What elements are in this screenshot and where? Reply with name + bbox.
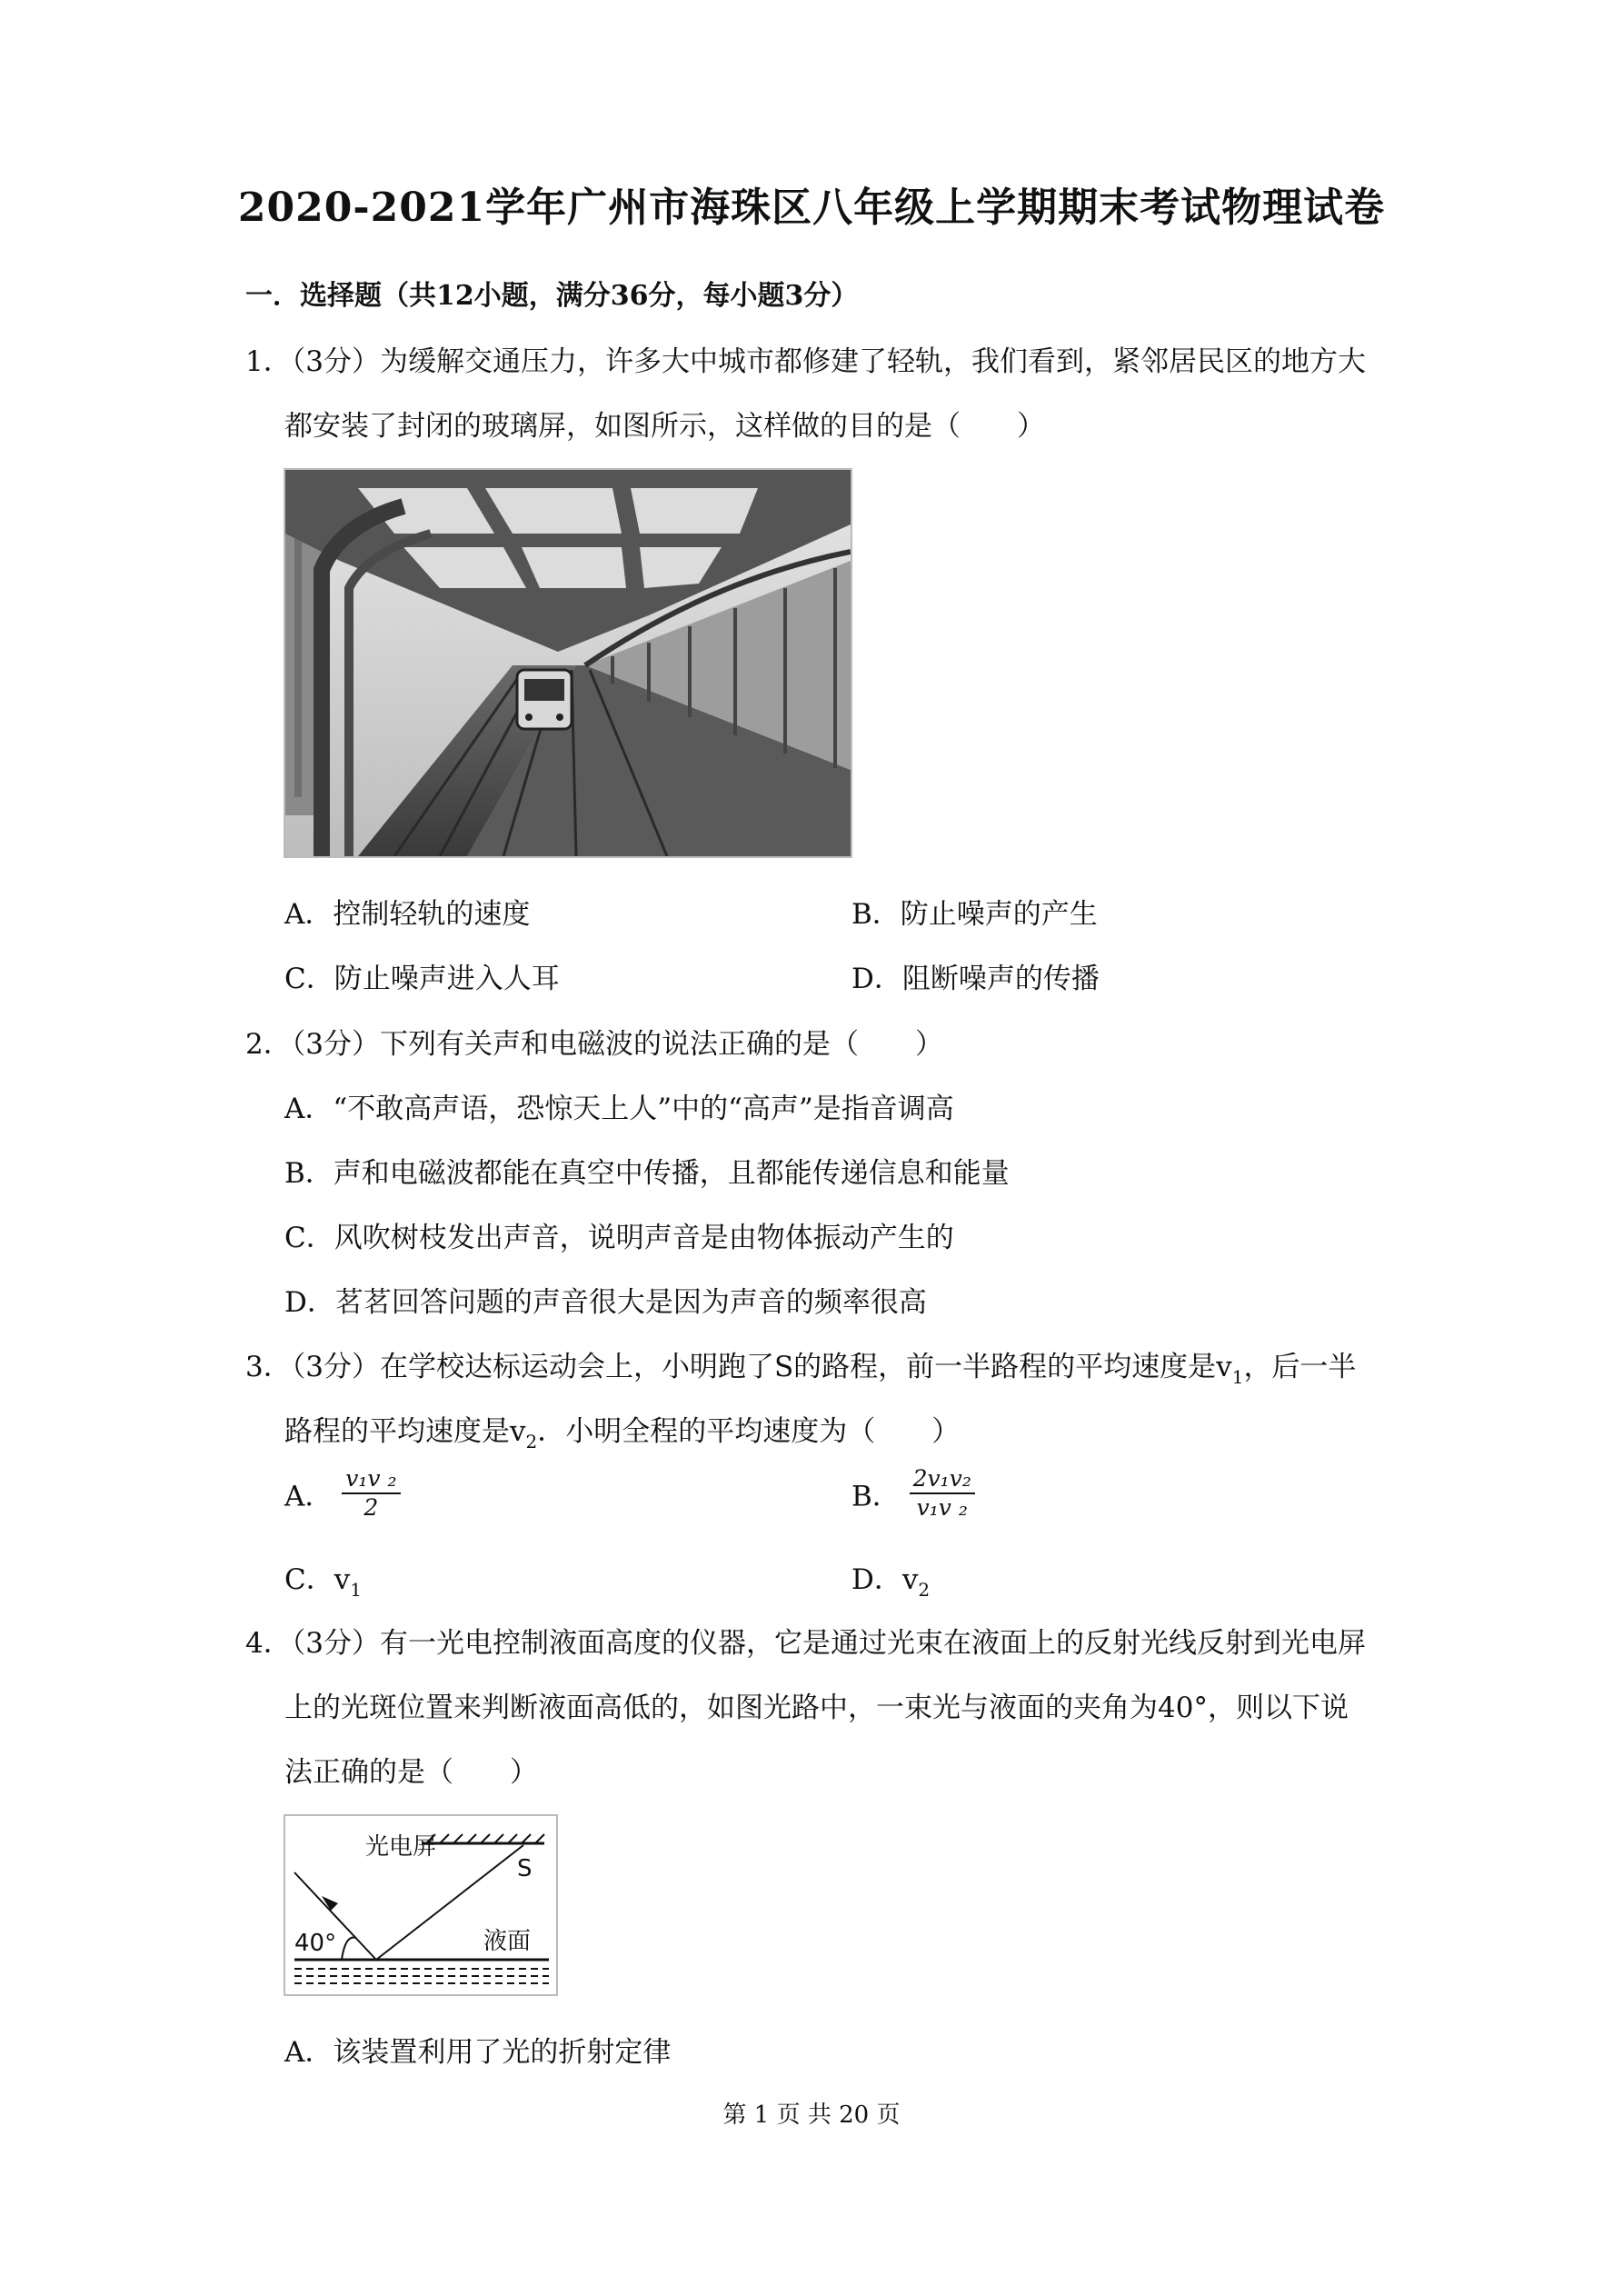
q3-option-a-fraction bbox=[342, 1465, 400, 1522]
q4-option-a: A．该装置利用了光的折射定律 bbox=[284, 2036, 672, 2069]
light-rail-tunnel-image bbox=[285, 470, 851, 856]
q3-stem-line2-tail: ．小明全程的平均速度为（ ） bbox=[537, 1415, 961, 1448]
q3-option-d-label: D． bbox=[851, 1563, 902, 1596]
q3-option-a-label: A． bbox=[284, 1480, 334, 1513]
q1-stem-line2: 都安装了封闭的玻璃屏，如图所示，这样做的目的是（ ） bbox=[284, 410, 1045, 443]
light-path-diagram bbox=[285, 1816, 556, 1994]
q3-option-a-numerator: v₁v ₂ bbox=[342, 1465, 400, 1494]
q3-stem-line2-text: 路程的平均速度是v bbox=[284, 1415, 526, 1448]
q3-option-c bbox=[284, 1556, 362, 1601]
q4-screen-label: 光电屏 bbox=[365, 1833, 437, 1861]
q1-option-b: B．防止噪声的产生 bbox=[851, 898, 1098, 931]
q4-spot-label: S bbox=[517, 1855, 533, 1882]
q3-option-d-sub: 2 bbox=[918, 1579, 931, 1601]
q3-option-c-label: C． bbox=[284, 1563, 334, 1596]
page-title: 2020-2021学年广州市海珠区八年级上学期期末考试物理试卷 bbox=[237, 185, 1386, 231]
section-heading: 一．选择题（共12小题，满分36分，每小题3分） bbox=[245, 280, 859, 312]
q3-option-c-sub: 1 bbox=[350, 1579, 362, 1601]
q3-option-b-label: B． bbox=[851, 1480, 901, 1513]
q4-stem-line2: 上的光斑位置来判断液面高低的，如图光路中，一束光与液面的夹角为40°，则以下说 bbox=[284, 1692, 1349, 1724]
q1-option-d: D．阻断噪声的传播 bbox=[851, 963, 1100, 995]
q3-option-b bbox=[851, 1465, 975, 1522]
q2-option-c: C．风吹树枝发出声音，说明声音是由物体振动产生的 bbox=[284, 1222, 954, 1254]
q3-stem-line2 bbox=[284, 1408, 960, 1452]
q3-stem-line1-tail: ，后一半 bbox=[1243, 1351, 1357, 1383]
q2-stem: 2．（3分）下列有关声和电磁波的说法正确的是（ ） bbox=[245, 1028, 943, 1061]
q1-option-a: A．控制轻轨的速度 bbox=[284, 898, 531, 931]
q3-sub1: 1 bbox=[1231, 1366, 1244, 1388]
q3-option-a-denominator: 2 bbox=[363, 1494, 379, 1521]
q3-option-a bbox=[284, 1465, 401, 1522]
q1-light-rail-photo bbox=[284, 468, 852, 858]
q1-option-c: C．防止噪声进入人耳 bbox=[284, 963, 560, 995]
q4-optical-diagram bbox=[284, 1814, 558, 1996]
q3-option-b-fraction bbox=[910, 1465, 975, 1522]
q3-stem-line1-text: 3．（3分）在学校达标运动会上，小明跑了S的路程，前一半路程的平均速度是v bbox=[245, 1351, 1232, 1383]
q3-sub2: 2 bbox=[525, 1431, 538, 1452]
q2-option-b: B．声和电磁波都能在真空中传播，且都能传递信息和能量 bbox=[284, 1157, 1010, 1190]
q4-angle-label: 40° bbox=[294, 1930, 337, 1957]
q2-option-d: D．茗茗回答问题的声音很大是因为声音的频率很高 bbox=[284, 1286, 927, 1319]
q2-option-a: A．“不敢高声语，恐惊天上人”中的“高声”是指音调高 bbox=[284, 1093, 954, 1125]
page-footer: 第 1 页 共 20 页 bbox=[722, 2101, 901, 2129]
q1-stem-line1: 1．（3分）为缓解交通压力，许多大中城市都修建了轻轨，我们看到，紧邻居民区的地方大 bbox=[245, 345, 1366, 378]
q4-stem-line3: 法正确的是（ ） bbox=[284, 1756, 538, 1789]
q3-option-c-v: v bbox=[334, 1563, 351, 1596]
q3-option-b-denominator: v₁v ₂ bbox=[916, 1494, 968, 1521]
q3-option-d bbox=[851, 1556, 930, 1601]
q3-option-b-numerator: 2v₁v₂ bbox=[910, 1465, 975, 1494]
q3-stem-line1 bbox=[245, 1343, 1356, 1388]
q3-option-d-v: v bbox=[901, 1563, 919, 1596]
q4-liquid-label: 液面 bbox=[483, 1928, 532, 1955]
q4-stem-line1: 4．（3分）有一光电控制液面高度的仪器，它是通过光束在液面上的反射光线反射到光电屏 bbox=[245, 1627, 1366, 1660]
